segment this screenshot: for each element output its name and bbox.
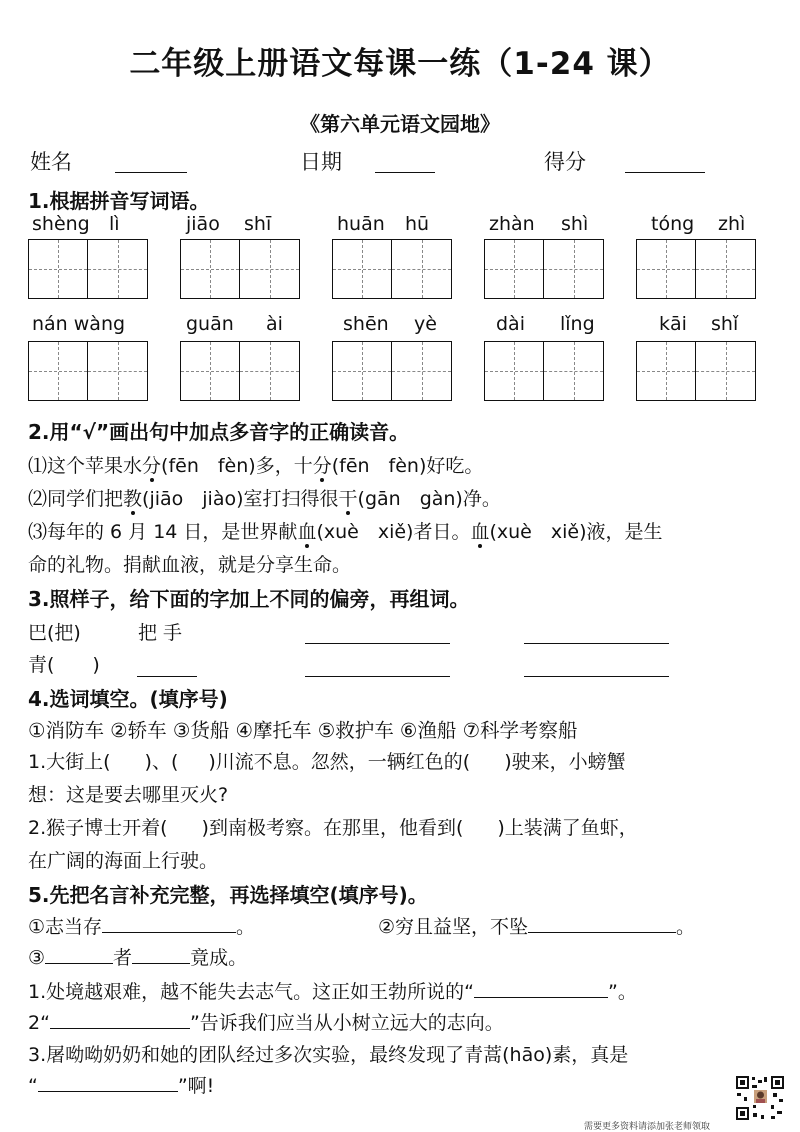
pinyin-2-5a: kāi — [659, 313, 687, 335]
writing-grid[interactable] — [332, 239, 452, 299]
pinyin-2-4a: dài — [496, 313, 525, 335]
q1-heading: 1.根据拼音写词语。 — [28, 189, 210, 213]
q5-line-3: 3.屠呦呦奶奶和她的团队经过多次实验，最终发现了青蒿(hāo)素，真是 — [28, 1044, 629, 1066]
date-label: 日期 — [300, 150, 342, 174]
maxim-blank[interactable] — [102, 932, 236, 933]
q2-sentence-3: ⑶每年的 6 月 14 日，是世界献血(xuè xiě)者日。血(xuè xiě)液，是生 — [28, 521, 663, 543]
writing-grid[interactable] — [484, 341, 604, 401]
q3-question-char: 青( ) — [28, 654, 100, 676]
pinyin-1-4a: zhàn — [489, 213, 535, 235]
pinyin-1-1a: shèng — [32, 213, 90, 235]
q4-line-2: 想：这是要去哪里灭火? — [28, 784, 229, 806]
q3-blank[interactable] — [305, 643, 450, 644]
writing-grid[interactable] — [332, 341, 452, 401]
pinyin-2-4b: lǐng — [560, 313, 595, 335]
q4-line-1: 1.大街上( )、( )川流不息。忽然，一辆红色的( )驶来，小螃蟹 — [28, 751, 626, 773]
page-subtitle: 《第六单元语文园地》 — [300, 112, 500, 136]
q5-maxim-1: ①志当存 。 — [28, 916, 256, 938]
qr-code-icon — [735, 1075, 785, 1121]
date-blank[interactable] — [375, 172, 435, 173]
footer-note: 需要更多资料请添加张老师领取 — [584, 1122, 711, 1132]
q2-sentence-1: ⑴这个苹果水分(fēn fèn)多，十分(fēn fèn)好吃。 — [28, 455, 484, 477]
dotted-char: 分 — [142, 455, 162, 477]
score-label: 得分 — [544, 150, 586, 174]
pinyin-1-3b: hū — [405, 213, 430, 235]
q2-sentence-3-cont: 命的礼物。捐献血液，就是分享生命。 — [28, 554, 352, 576]
quote-blank[interactable] — [474, 997, 608, 998]
pinyin-1-2b: shī — [244, 213, 272, 235]
pinyin-1-5b: zhì — [718, 213, 746, 235]
q3-example-char: 巴(把) — [28, 622, 81, 644]
quote-blank[interactable] — [38, 1091, 178, 1092]
pinyin-1-4b: shì — [561, 213, 589, 235]
pinyin-2-1a: nán wàng — [32, 313, 126, 335]
pinyin-1-5a: tóng — [651, 213, 695, 235]
dotted-char: 血 — [470, 521, 490, 543]
q3-blank[interactable] — [524, 643, 669, 644]
q3-blank[interactable] — [524, 676, 669, 677]
name-blank[interactable] — [115, 172, 187, 173]
pinyin-1-2a: jiāo — [186, 213, 220, 235]
q5-line-4: “ ”啊! — [28, 1075, 215, 1097]
q5-maxim-3: ③ 者 竟成。 — [28, 947, 248, 969]
writing-grid[interactable] — [636, 341, 756, 401]
q5-line-1: 1.处境越艰难，越不能失去志气。这正如王勃所说的“ ”。 — [28, 981, 637, 1003]
q2-heading: 2.用“√”画出句中加点多音字的正确读音。 — [28, 420, 410, 444]
q4-line-3: 2.猴子博士开着( )到南极考察。在那里，他看到( )上装满了鱼虾， — [28, 817, 638, 839]
q5-heading: 5.先把名言补充完整，再选择填空(填序号)。 — [28, 883, 428, 907]
score-blank[interactable] — [625, 172, 705, 173]
q3-blank[interactable] — [305, 676, 450, 677]
dotted-char: 教 — [123, 488, 143, 510]
pinyin-2-2b: ài — [266, 313, 283, 335]
name-label: 姓名 — [30, 150, 72, 174]
q2-sentence-2: ⑵同学们把教(jiāo jiào)室打扫得很干(gān gàn)净。 — [28, 488, 501, 510]
q5-line-2: 2“ ”告诉我们应当从小树立远大的志向。 — [28, 1012, 504, 1034]
q3-heading: 3.照样子，给下面的字加上不同的偏旁，再组词。 — [28, 587, 470, 611]
page-title: 二年级上册语文每课一练（1-24 课） — [129, 46, 671, 82]
maxim-blank[interactable] — [528, 932, 676, 933]
writing-grid[interactable] — [180, 341, 300, 401]
q5-maxim-2: ②穷且益坚，不坠 。 — [378, 916, 696, 938]
maxim-blank[interactable] — [132, 963, 190, 964]
pinyin-2-3b: yè — [414, 313, 437, 335]
q4-heading: 4.选词填空。(填序号) — [28, 687, 228, 711]
writing-grid[interactable] — [180, 239, 300, 299]
q3-example-word: 把 手 — [138, 622, 183, 644]
pinyin-2-5b: shǐ — [711, 313, 739, 335]
pinyin-2-3a: shēn — [343, 313, 389, 335]
q3-blank[interactable] — [137, 676, 197, 677]
dotted-char: 血 — [297, 521, 317, 543]
q4-line-4: 在广阔的海面上行驶。 — [28, 850, 219, 872]
q4-options: ①消防车 ②轿车 ③货船 ④摩托车 ⑤救护车 ⑥渔船 ⑦科学考察船 — [28, 719, 578, 742]
writing-grid[interactable] — [636, 239, 756, 299]
pinyin-1-3a: huān — [337, 213, 385, 235]
writing-grid[interactable] — [28, 341, 148, 401]
quote-blank[interactable] — [50, 1028, 190, 1029]
writing-grid[interactable] — [28, 239, 148, 299]
dotted-char: 分 — [312, 455, 332, 477]
pinyin-2-2a: guān — [186, 313, 234, 335]
pinyin-1-1b: lì — [109, 213, 120, 235]
maxim-blank[interactable] — [45, 963, 113, 964]
writing-grid[interactable] — [484, 239, 604, 299]
dotted-char: 干 — [338, 488, 358, 510]
